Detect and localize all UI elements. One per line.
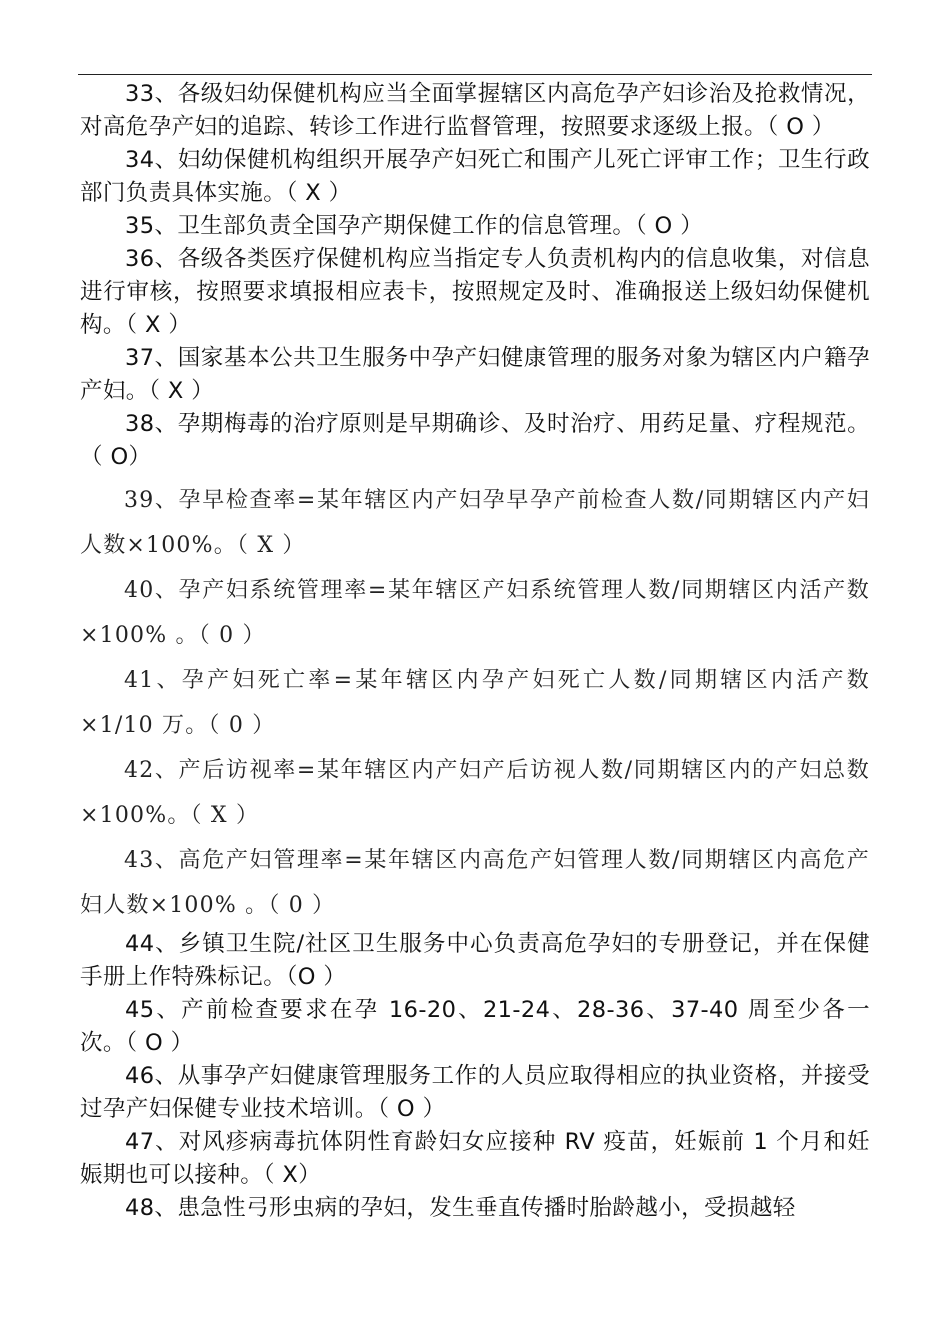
question-item-48: 48、患急性弓形虫病的孕妇，发生垂直传播时胎龄越小，受损越轻 <box>125 1195 796 1221</box>
question-item-43: 43、高危产妇管理率=某年辖区内高危产妇管理人数/同期辖区内高危产妇人数×100% 。（ 0 ） <box>80 848 870 918</box>
question-item-46: 46、从事孕产妇健康管理服务工作的人员应取得相应的执业资格，并接受过孕产妇保健专业技术培训。（ O ） <box>80 1063 870 1122</box>
question-item-35: 35、卫生部负责全国孕产期保健工作的信息管理。（ O ） <box>125 213 704 239</box>
question-item-37: 37、国家基本公共卫生服务中孕产妇健康管理的服务对象为辖区内户籍孕产妇。（ X ） <box>80 345 870 404</box>
question-item-41: 41、孕产妇死亡率=某年辖区内孕产妇死亡人数/同期辖区内活产数×1/10 万。（ 0 ） <box>80 668 870 738</box>
question-item-33: 33、各级妇幼保健机构应当全面掌握辖区内高危孕产妇诊治及抢救情况，对高危孕产妇的追踪、转诊工作进行监督管理，按照要求逐级上报。（ O ） <box>80 81 870 140</box>
question-item-45: 45、产前检查要求在孕 16-20、21-24、28-36、37-40 周至少各一次。（ O ） <box>80 997 870 1056</box>
question-list <box>80 78 870 1225</box>
question-item-39: 39、孕早检查率=某年辖区内产妇孕早孕产前检查人数/同期辖区内产妇人数×100%。（ X ） <box>80 488 870 558</box>
question-item-38: 38、孕期梅毒的治疗原则是早期确诊、及时治疗、用药足量、疗程规范。（ O） <box>80 411 870 470</box>
question-item-34: 34、妇幼保健机构组织开展孕产妇死亡和围产儿死亡评审工作；卫生行政部门负责具体实施。（ X ） <box>80 147 870 206</box>
question-item-47: 47、对风疹病毒抗体阴性育龄妇女应接种 RV 疫苗，妊娠前 1 个月和妊娠期也可以接种。（ X） <box>80 1129 870 1188</box>
question-item-40: 40、孕产妇系统管理率=某年辖区产妇系统管理人数/同期辖区内活产数×100% 。（ 0 ） <box>80 578 870 648</box>
question-item-42: 42、产后访视率=某年辖区内产妇产后访视人数/同期辖区内的产妇总数×100%。（ X ） <box>80 758 870 828</box>
question-item-36: 36、各级各类医疗保健机构应当指定专人负责机构内的信息收集，对信息进行审核，按照要求填报相应表卡，按照规定及时、准确报送上级妇幼保健机构。（ X ） <box>80 246 870 338</box>
top-divider <box>78 74 872 75</box>
question-item-44: 44、乡镇卫生院/社区卫生服务中心负责高危孕妇的专册登记，并在保健手册上作特殊标记。（O ） <box>80 931 870 990</box>
